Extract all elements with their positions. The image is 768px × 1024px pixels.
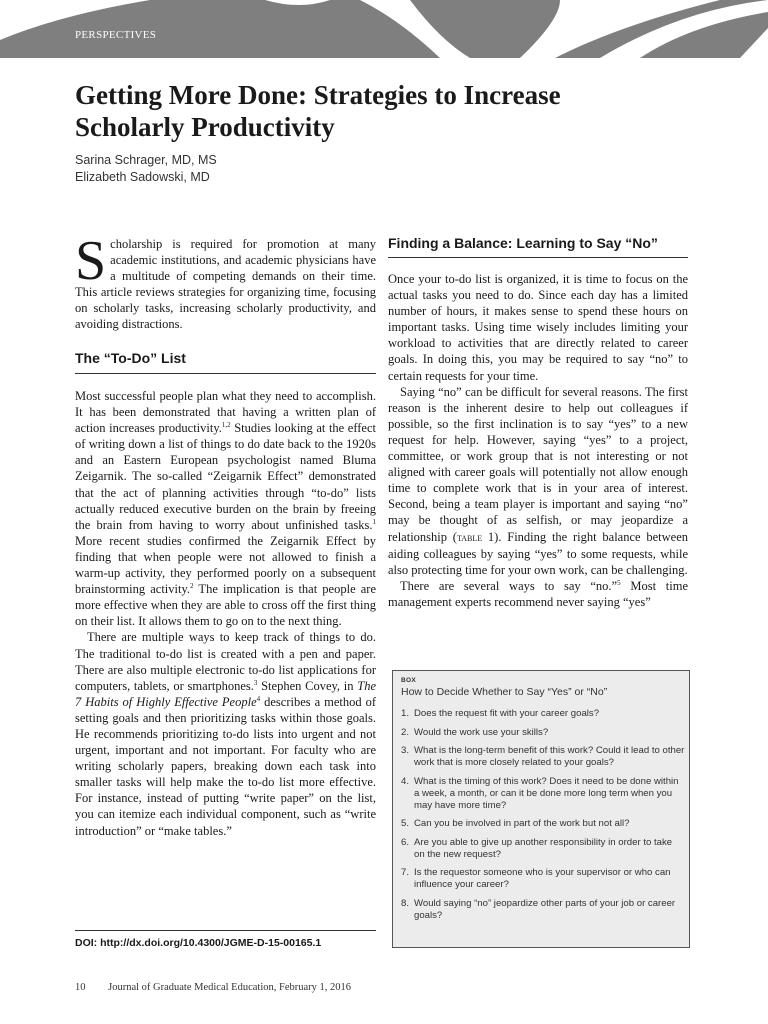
- right-column: [388, 271, 688, 610]
- title-line-1: Getting More Done: Strategies to Increase: [75, 80, 561, 110]
- abstract-text: cholarship is required for promotion at many academic institutions, and academic physicians have a multitude of competing demands on their time. This article reviews strategies for organizing time, focusing on scholarly tasks, increasing scholarly productivity, and avoiding distractions.: [75, 237, 376, 332]
- balance-paragraph-2: Saying “no” can be difficult for several reasons. The first reason is the inherent desire to help out colleagues if possible, so the first inclination is to say “yes” to a new request for help. However, saying “yes” to a project, committee, or work group that is not interesting or not aligned with career goals will potentially not allow enough time to complete work that is in your area of interest. Second, being a team player is important and saying “no” may be thought of as selfish, or may jeopardize a relationship (table 1). Finding the right balance between aiding colleagues by saying “yes” to some requests, while also protecting time for your own work, can be challenging.: [388, 384, 689, 577]
- box-title: How to Decide Whether to Say “Yes” or “No”: [401, 686, 608, 698]
- balance-paragraph-3: There are several ways to say “no.”$^5$ Most time management experts recommend never saying “yes”: [388, 578, 689, 609]
- list-item: 3. What is the long-term benefit of this work? Could it lead to other work that is more closely related to your goals?: [401, 745, 685, 768]
- left-column: [75, 230, 376, 333]
- author-2: Elizabeth Sadowski, MD: [75, 170, 210, 184]
- list-item: 7. Is the requestor someone who is your supervisor or who can influence your career?: [401, 867, 671, 890]
- todo-paragraph-1: Most successful people plan what they need to accomplish. It has been demonstrated that having a written plan of action increases productivity.$^{1,2}$ Studies looking at the effect of writing down a list of things to do date back to the 1920s and an Eastern European psychologist named Bluma Zeigarnik. The so-called “Zeigarnik Effect” demonstrated that the act of planning activities through “to-do” lists actually reduced executive burden on the brain by freeing the brain from having to worry about unfinished tasks.$^1$ More recent studies confirmed the Zeigarnik Effect by finding that when people were not allowed to finish a warm-up activity, they performed poorly on a subsequent brainstorming activity.$^2$ The implication is that people are more effective when they are able to cross off the first thing on their list. It allows them to go on to the next thing.: [75, 389, 377, 629]
- author-list: [75, 152, 217, 186]
- list-item: 4. What is the timing of this work? Does it need to be done within a week, a month, or can it be done more long term when you may have more time?: [401, 775, 679, 811]
- balance-paragraph-1: Once your to-do list is organized, it is time to focus on the actual tasks you need to do. Since each day has a limited number of hours, it makes sense to spend these hours on important tasks. Using time wisely includes limiting your workload to activities that are directly related to career goals. In doing this, you may be required to say “no” to certain requests for your time.: [388, 272, 688, 383]
- article-title: [75, 79, 675, 143]
- todo-heading-rule: [75, 373, 376, 374]
- list-item: 6. Are you able to give up another responsibility in order to take on the new request?: [401, 836, 673, 860]
- section-label: PERSPECTIVES: [75, 29, 157, 41]
- list-item: 5. Can you be involved in part of the work but not all?: [401, 818, 630, 829]
- decision-box: [392, 670, 690, 948]
- balance-heading-rule: [388, 257, 688, 258]
- list-item: 1. Does the request fit with your career goals?: [401, 708, 600, 719]
- list-item: 2. Would the work use your skills?: [401, 726, 549, 738]
- doi-rule: [75, 930, 376, 931]
- drop-cap: S: [75, 230, 107, 292]
- list-item: 8. Would saying “no” jeopardize other parts of your job or career goals?: [401, 897, 676, 921]
- page-number: 10: [75, 982, 86, 993]
- box-question-list: [401, 708, 685, 928]
- table-reference: table: [456, 531, 483, 544]
- title-line-2: Scholarly Productivity: [75, 112, 335, 142]
- todo-heading: The “To-Do” List: [75, 350, 186, 366]
- todo-body: [75, 388, 376, 839]
- balance-heading: Finding a Balance: Learning to Say “No”: [388, 235, 658, 251]
- todo-paragraph-2: There are multiple ways to keep track of things to do. The traditional to-do list is created with a pen and paper. There are also multiple electronic to-do list applications for computers, tablets, or smartphones.$^3$ Stephen Covey, in The 7 Habits of Highly Effective People$^4$ describes a method of setting goals and then prioritizing tasks within those goals. He recommends prioritizing to-do lists into urgent and not urgent, important and not important. For faculty who are writing scholarly papers, breaking down each task into smaller tasks will help make the to-do list more effective. For instance, instead of putting “write paper” on the list, you can itemize each individual component, such as “write introduction” or “make tables.”: [75, 630, 376, 838]
- header-banner: [0, 0, 768, 58]
- abstract-paragraph: [75, 230, 376, 333]
- author-1: Sarina Schrager, MD, MS: [75, 153, 217, 167]
- page-footer: [75, 982, 351, 993]
- journal-citation: Journal of Graduate Medical Education, February 1, 2016: [108, 982, 352, 993]
- box-label: BOX: [401, 677, 416, 684]
- doi-link[interactable]: DOI: http://dx.doi.org/10.4300/JGME-D-15-00165.1: [75, 937, 322, 949]
